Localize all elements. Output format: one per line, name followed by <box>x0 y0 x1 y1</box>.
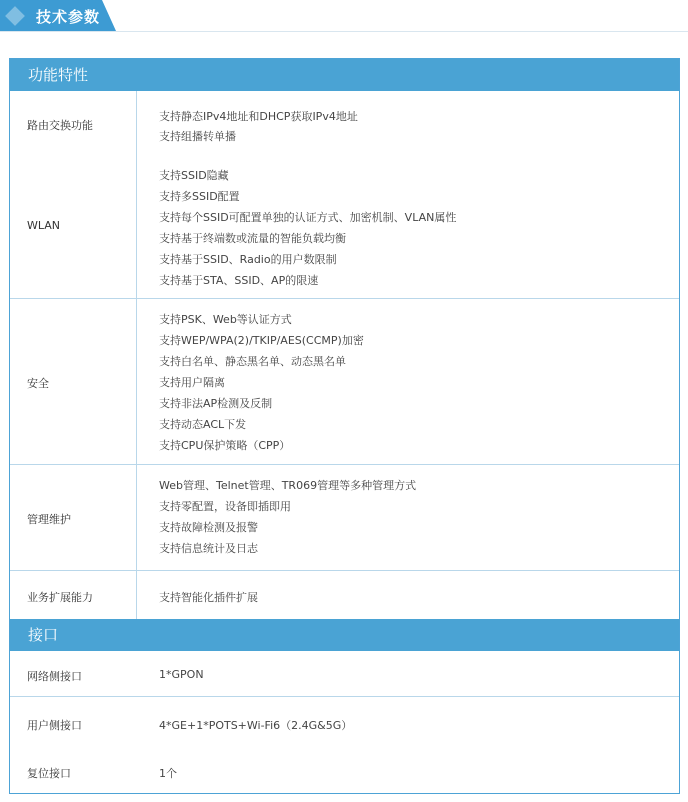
row-value: 4*GE+1*POTS+Wi-Fi6（2.4G&5G） <box>159 719 353 732</box>
value-line: 支持CPU保护策略（CPP） <box>159 439 291 452</box>
row-label: 安全 <box>27 377 49 390</box>
row-label-cell <box>10 299 137 464</box>
section-header-features: 功能特性 <box>10 59 679 91</box>
row-label: 网络侧接口 <box>27 670 82 683</box>
row-label: 业务扩展能力 <box>27 591 93 604</box>
value-line: 支持基于SSID、Radio的用户数限制 <box>159 253 337 266</box>
row-value: 1个 <box>159 767 177 780</box>
row-value-cell <box>137 91 679 153</box>
value-line: 支持SSID隐藏 <box>159 169 229 182</box>
divider <box>0 31 688 32</box>
table-row <box>10 747 679 793</box>
value-line: 支持组播转单播 <box>159 130 236 143</box>
row-label: WLAN <box>27 219 61 232</box>
value-line: 支持信息统计及日志 <box>159 542 258 555</box>
row-label-cell <box>10 91 137 153</box>
value-line: 支持多SSID配置 <box>159 190 240 203</box>
table-row <box>10 91 679 153</box>
section-header-interfaces: 接口 <box>10 619 679 651</box>
row-label: 复位接口 <box>27 767 71 780</box>
row-value-cell <box>137 465 679 570</box>
value-line: 支持白名单、静态黑名单、动态黑名单 <box>159 355 346 368</box>
value-line: 支持动态ACL下发 <box>159 418 247 431</box>
value-line: 支持基于STA、SSID、AP的限速 <box>159 274 319 287</box>
row-label: 管理维护 <box>27 513 71 526</box>
table-row <box>10 651 679 697</box>
tab-title: 技术参数 <box>36 8 101 26</box>
row-label-cell <box>10 153 137 298</box>
table-row <box>10 571 679 619</box>
table-row <box>10 153 679 299</box>
value-line: 支持PSK、Web等认证方式 <box>159 313 292 326</box>
value-line: Web管理、Telnet管理、TR069管理等多种管理方式 <box>159 479 417 492</box>
row-value-cell <box>137 299 679 464</box>
value-line: 支持智能化插件扩展 <box>159 591 258 604</box>
value-line: 支持基于终端数或流量的智能负载均衡 <box>159 232 346 245</box>
row-value: 1*GPON <box>159 668 204 681</box>
row-value-cell <box>137 571 679 619</box>
value-line: 支持非法AP检测及反制 <box>159 397 273 410</box>
value-line: 支持故障检测及报警 <box>159 521 258 534</box>
value-line: 支持用户隔离 <box>159 376 225 389</box>
value-line: 支持静态IPv4地址和DHCP获取IPv4地址 <box>159 110 358 123</box>
row-value-cell <box>137 153 679 298</box>
row-label: 路由交换功能 <box>27 119 93 132</box>
table-row <box>10 697 679 747</box>
section-tab <box>0 0 118 31</box>
row-label-cell <box>10 465 137 570</box>
row-label: 用户侧接口 <box>27 719 82 732</box>
table-row <box>10 299 679 465</box>
value-line: 支持每个SSID可配置单独的认证方式、加密机制、VLAN属性 <box>159 211 457 224</box>
value-line: 支持零配置，设备即插即用 <box>159 500 291 513</box>
table-row <box>10 465 679 571</box>
spec-table <box>9 58 680 794</box>
value-line: 支持WEP/WPA(2)/TKIP/AES(CCMP)加密 <box>159 334 364 347</box>
row-label-cell <box>10 571 137 619</box>
